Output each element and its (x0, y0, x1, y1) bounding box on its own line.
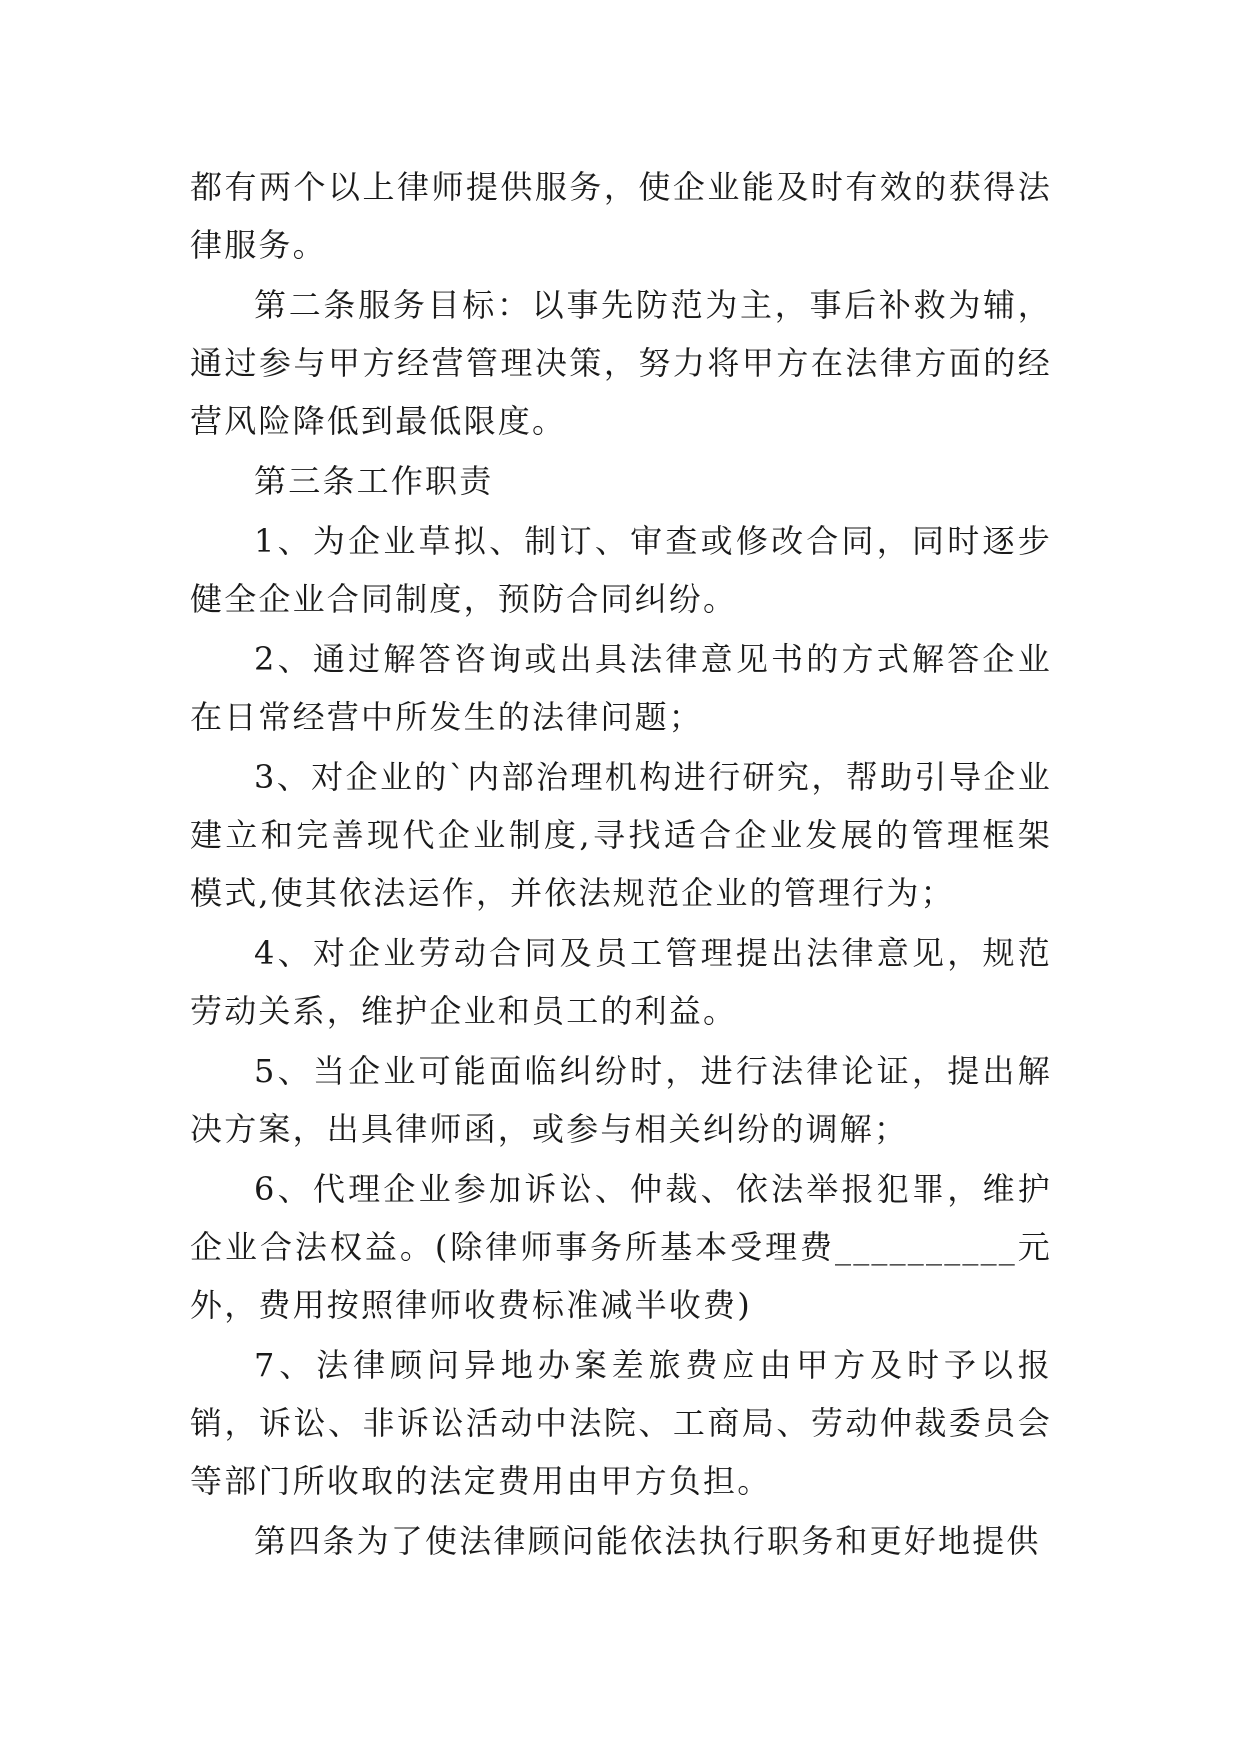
paragraph-duty-6: 6、代理企业参加诉讼、仲裁、依法举报犯罪，维护企业合法权益。(除律师事务所基本受理费__________元外，费用按照律师收费标准减半收费) (190, 1170, 1052, 1324)
paragraph-duty-5: 5、当企业可能面临纠纷时，进行法律论证，提出解决方案，出具律师函，或参与相关纠纷的调解； (190, 1052, 1052, 1148)
paragraph-article-2-service-goal: 第二条服务目标：以事先防范为主，事后补救为辅，通过参与甲方经营管理决策，努力将甲方在法律方面的经营风险降低到最低限度。 (190, 286, 1052, 440)
paragraph-duty-7: 7、法律顾问异地办案差旅费应由甲方及时予以报销，诉讼、非诉讼活动中法院、工商局、劳动仲裁委员会等部门所收取的法定费用由甲方负担。 (190, 1346, 1052, 1500)
document-body (190, 158, 1052, 1572)
paragraph-duty-3: 3、对企业的`内部治理机构进行研究，帮助引导企业建立和完善现代企业制度,寻找适合企业发展的管理框架模式,使其依法运作，并依法规范企业的管理行为； (190, 758, 1052, 912)
paragraph-continuation: 都有两个以上律师提供服务，使企业能及时有效的获得法律服务。 (190, 168, 1052, 264)
paragraph-article-4-start: 第四条为了使法律顾问能依法执行职务和更好地提供 (254, 1522, 1041, 1560)
paragraph-duty-4: 4、对企业劳动合同及员工管理提出法律意见，规范劳动关系，维护企业和员工的利益。 (190, 934, 1052, 1030)
paragraph-duty-2: 2、通过解答咨询或出具法律意见书的方式解答企业在日常经营中所发生的法律问题； (190, 640, 1052, 736)
paragraph-article-3-heading: 第三条工作职责 (254, 462, 494, 500)
paragraph-duty-1: 1、为企业草拟、制订、审查或修改合同，同时逐步健全企业合同制度，预防合同纠纷。 (190, 522, 1052, 618)
